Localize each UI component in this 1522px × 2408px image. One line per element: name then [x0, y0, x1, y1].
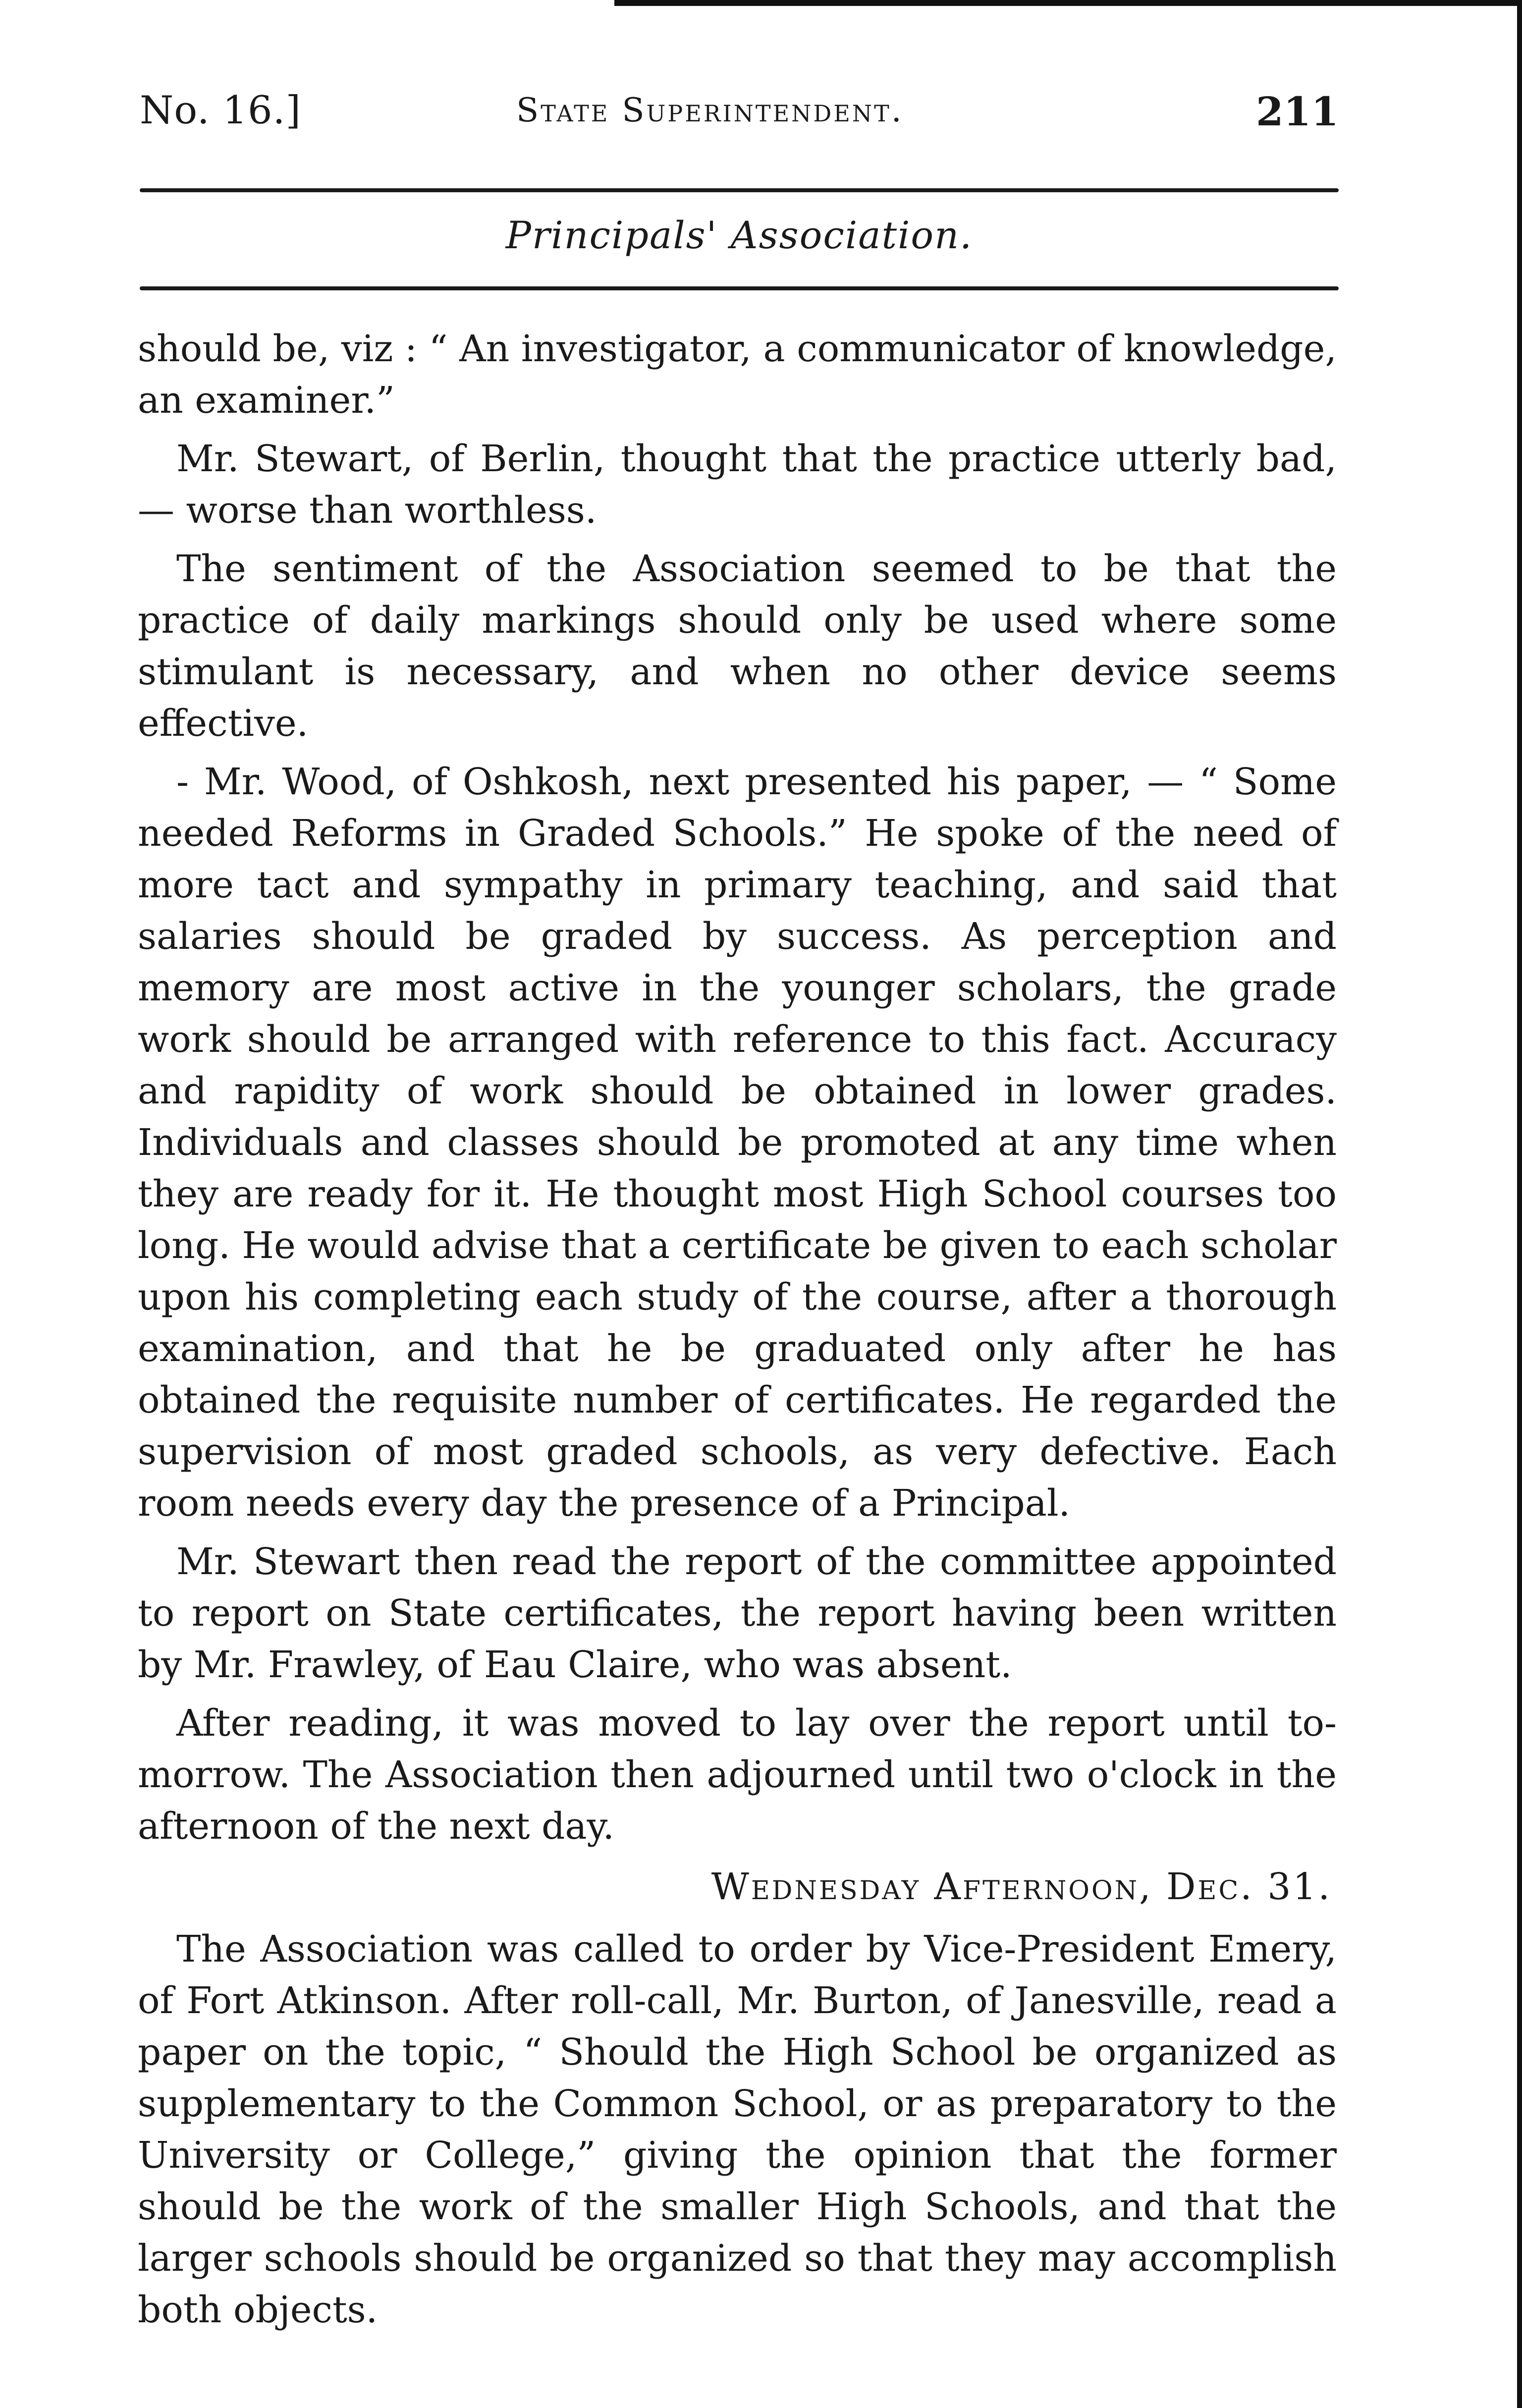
issue-number: No. 16.] — [140, 88, 301, 133]
paragraph: Mr. Stewart, of Berlin, thought that the practice utterly bad, — worse than worthless. — [138, 438, 1337, 532]
section-title: Principals' Association. — [505, 213, 973, 257]
paragraph-continued: should be, viz : “ An investigator, a communicator of knowledge, an examiner.” — [138, 328, 1337, 422]
page-number: 211 — [1256, 88, 1339, 135]
page-edge-right — [1517, 0, 1522, 2408]
dateline: Wednesday Afternoon, Dec. 31. — [711, 1865, 1332, 1908]
page-body — [138, 323, 1337, 2343]
paragraph: After reading, it was moved to lay over the report until to-morrow. The Association then adjourned until two o'clock in the afternoon of the next day. — [138, 1702, 1337, 1848]
paragraph: The sentiment of the Association seemed to be that the practice of daily markings should only be used where some stimulant is necessary, and when no other device seems effective. — [138, 547, 1337, 745]
header-rule-bottom — [140, 286, 1339, 290]
paragraph: The Association was called to order by Vice-President Emery, of Fort Atkinson. After roll-call, Mr. Burton, of Janesville, read a paper on the topic, “ Should the High School be organized as supplementary to the Common School, or as preparatory to the University or College,” giving the opinion that the former should be the work of the smaller High Schools, and that the larger schools should be organized so that they may accomplish both objects. — [138, 1928, 1337, 2331]
running-title: State Superintendent. — [516, 91, 904, 129]
paragraph: Mr. Stewart then read the report of the committee appointed to report on State certificates, the report having been written by Mr. Frawley, of Eau Claire, who was absent. — [138, 1540, 1337, 1686]
page-edge-top — [614, 0, 1522, 6]
paragraph: - Mr. Wood, of Oshkosh, next presented his paper, — “ Some needed Reforms in Graded Schools.” He spoke of the need of more tact and sympathy in primary teaching, and said that salaries should be graded by success. As perception and memory are most active in the younger scholars, the grade work should be arranged with reference to this fact. Accuracy and rapidity of work should be obtained in lower grades. Individuals and classes should be promoted at any time when they are ready for it. He thought most High School courses too long. He would advise that a certificate be given to each scholar upon his completing each study of the course, after a thorough examination, and that he be graduated only after he has obtained the requisite number of certificates. He regarded the supervision of most graded schools, as very defective. Each room needs every day the presence of a Principal. — [138, 761, 1337, 1525]
page-header — [140, 88, 1339, 148]
header-rule-top — [140, 188, 1339, 192]
